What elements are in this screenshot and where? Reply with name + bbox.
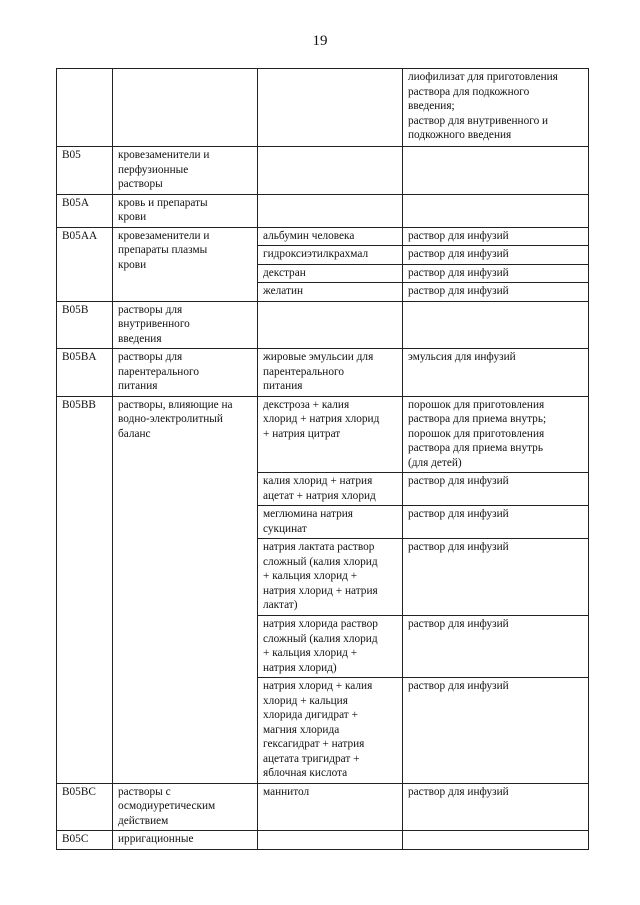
dosage-form-cell-line: порошок для приготовления <box>408 427 545 440</box>
dosage-form-cell <box>403 539 589 616</box>
inn-cell-line: декстроза + калия <box>263 398 350 411</box>
dosage-form-cell <box>403 227 589 246</box>
dosage-form-cell <box>403 831 589 850</box>
dosage-form-cell-line: эмульсия для инфузий <box>408 351 516 363</box>
group-name-cell-line: препараты плазмы <box>118 244 208 256</box>
dosage-form-cell-line: раствор для инфузий <box>408 785 509 798</box>
dosage-form-cell <box>403 616 589 678</box>
inn-cell-line: ацетата тригидрат + <box>263 752 360 765</box>
inn-cell-line: маннитол <box>263 785 310 798</box>
inn-cell <box>258 194 403 227</box>
inn-cell-line: + кальция хлорид + <box>263 570 358 582</box>
dosage-form-cell-line: лиофилизат для приготовления <box>408 71 558 83</box>
dosage-form-cell-line: введения; <box>408 100 455 112</box>
group-name-cell-line: кровезаменители и <box>118 229 210 242</box>
inn-cell-line: лактат) <box>263 599 298 611</box>
group-name-cell-line: водно-электролитный <box>118 413 223 425</box>
dosage-form-cell-line: (для детей) <box>408 456 462 469</box>
dosage-form-cell-line: порошок для приготовления <box>408 398 545 411</box>
group-name-cell-line: кровезаменители и <box>118 149 210 161</box>
table-row <box>57 396 589 473</box>
dosage-form-cell-line: раствор для инфузий <box>408 229 509 242</box>
inn-cell-line: альбумин человека <box>263 229 355 242</box>
dosage-form-cell <box>403 349 589 397</box>
group-name-cell <box>113 69 258 147</box>
dosage-form-cell <box>403 506 589 539</box>
inn-cell-line: жировые эмульсии для <box>263 351 374 363</box>
table-row <box>57 147 589 195</box>
group-name-cell <box>113 831 258 850</box>
group-name-cell <box>113 147 258 195</box>
inn-cell <box>258 539 403 616</box>
table-row <box>57 69 589 147</box>
atc-code-cell: B05BB <box>57 396 113 783</box>
dosage-form-cell-line: раствора для подкожного <box>408 85 530 98</box>
dosage-form-cell-line: раствор для внутривенного и <box>408 114 549 127</box>
inn-cell-line: меглюмина натрия <box>263 508 353 520</box>
inn-cell-line: + кальция хлорид + <box>263 647 358 659</box>
inn-cell <box>258 283 403 302</box>
inn-cell <box>258 506 403 539</box>
group-name-cell-line: действием <box>118 814 169 827</box>
table-row <box>57 831 589 850</box>
dosage-form-cell-line: раствор для инфузий <box>408 285 509 297</box>
group-name-cell-line: крови <box>118 258 147 271</box>
dosage-form-cell-line: раствор для инфузий <box>408 618 509 630</box>
dosage-form-cell <box>403 678 589 784</box>
inn-cell-line: хлорида дигидрат + <box>263 709 358 721</box>
atc-code-cell: B05 <box>57 147 113 195</box>
table-row <box>57 783 589 831</box>
group-name-cell <box>113 227 258 301</box>
atc-code-cell: B05A <box>57 194 113 227</box>
group-name-cell-line: растворы с <box>118 785 171 798</box>
inn-cell <box>258 678 403 784</box>
dosage-form-cell <box>403 69 589 147</box>
dosage-form-cell <box>403 246 589 265</box>
table-row <box>57 227 589 246</box>
group-name-cell <box>113 301 258 349</box>
group-name-cell-line: ирригационные <box>118 833 194 845</box>
inn-cell-line: питания <box>263 380 303 392</box>
group-name-cell-line: введения <box>118 332 162 345</box>
inn-cell-line: гидроксиэтилкрахмал <box>263 248 369 260</box>
dosage-form-cell <box>403 473 589 506</box>
dosage-form-cell <box>403 194 589 227</box>
table-row <box>57 349 589 397</box>
table-row <box>57 301 589 349</box>
inn-cell <box>258 147 403 195</box>
dosage-form-cell <box>403 396 589 473</box>
inn-cell-line: гексагидрат + натрия <box>263 738 365 750</box>
dosage-form-cell-line: раствор для инфузий <box>408 680 509 692</box>
group-name-cell <box>113 783 258 831</box>
dosage-form-cell <box>403 264 589 283</box>
group-name-cell <box>113 396 258 783</box>
group-name-cell-line: внутривенного <box>118 318 190 330</box>
dosage-form-cell-line: раствор для инфузий <box>408 475 509 487</box>
atc-code-cell: B05AA <box>57 227 113 301</box>
dosage-form-cell-line: раствор для инфузий <box>408 266 509 279</box>
inn-cell <box>258 69 403 147</box>
atc-code-cell: B05BA <box>57 349 113 397</box>
inn-cell-line: натрия хлорид) <box>263 661 337 674</box>
group-name-cell-line: питания <box>118 380 158 392</box>
inn-cell-line: сложный (калия хлорид <box>263 555 378 568</box>
inn-cell <box>258 349 403 397</box>
group-name-cell-line: крови <box>118 211 147 223</box>
inn-cell-line: хлорид + кальция <box>263 694 348 707</box>
inn-cell-line: желатин <box>263 285 304 297</box>
inn-cell <box>258 301 403 349</box>
drug-table <box>56 68 589 850</box>
inn-cell-line: ацетат + натрия хлорид <box>263 489 376 502</box>
atc-code-cell: B05C <box>57 831 113 850</box>
atc-code-cell: B05B <box>57 301 113 349</box>
inn-cell <box>258 396 403 473</box>
group-name-cell-line: растворы <box>118 178 163 190</box>
inn-cell <box>258 264 403 283</box>
inn-cell-line: калия хлорид + натрия <box>263 475 373 487</box>
inn-cell-line: хлорид + натрия хлорид <box>263 413 380 425</box>
group-name-cell-line: растворы для <box>118 351 183 363</box>
inn-cell-line: натрия хлорид + калия <box>263 680 373 692</box>
inn-cell <box>258 246 403 265</box>
group-name-cell-line: растворы, влияющие на <box>118 398 233 411</box>
dosage-form-cell-line: раствор для инфузий <box>408 248 509 260</box>
dosage-form-cell-line: раствора для приема внутрь; <box>408 413 547 425</box>
inn-cell-line: натрия хлорид + натрия <box>263 584 378 597</box>
inn-cell <box>258 227 403 246</box>
inn-cell <box>258 473 403 506</box>
inn-cell <box>258 616 403 678</box>
inn-cell-line: декстран <box>263 266 306 279</box>
inn-cell-line: сложный (калия хлорид <box>263 632 378 645</box>
inn-cell-line: + натрия цитрат <box>263 427 341 440</box>
atc-code-cell: B05BC <box>57 783 113 831</box>
group-name-cell-line: осмодиуретическим <box>118 800 216 812</box>
dosage-form-cell <box>403 147 589 195</box>
group-name-cell <box>113 194 258 227</box>
dosage-form-cell <box>403 283 589 302</box>
inn-cell <box>258 783 403 831</box>
inn-cell-line: натрия хлорида раствор <box>263 618 378 630</box>
dosage-form-cell-line: подкожного введения <box>408 129 512 141</box>
inn-cell <box>258 831 403 850</box>
group-name-cell-line: парентерального <box>118 365 199 378</box>
group-name-cell-line: растворы для <box>118 303 183 316</box>
page-number: 19 <box>312 33 328 49</box>
inn-cell-line: парентерального <box>263 365 344 378</box>
group-name-cell-line: кровь и препараты <box>118 196 208 209</box>
group-name-cell-line: баланс <box>118 427 151 440</box>
dosage-form-cell-line: раствор для инфузий <box>408 508 509 520</box>
table-row <box>57 194 589 227</box>
inn-cell-line: магния хлорида <box>263 723 340 736</box>
dosage-form-cell-line: раствор для инфузий <box>408 541 509 553</box>
group-name-cell-line: перфузионные <box>118 163 189 176</box>
inn-cell-line: яблочная кислота <box>263 767 348 779</box>
inn-cell-line: натрия лактата раствор <box>263 541 375 553</box>
atc-code-cell <box>57 69 113 147</box>
dosage-form-cell <box>403 301 589 349</box>
dosage-form-cell <box>403 783 589 831</box>
dosage-form-cell-line: раствора для приема внутрь <box>408 442 543 454</box>
inn-cell-line: сукцинат <box>263 522 307 535</box>
group-name-cell <box>113 349 258 397</box>
